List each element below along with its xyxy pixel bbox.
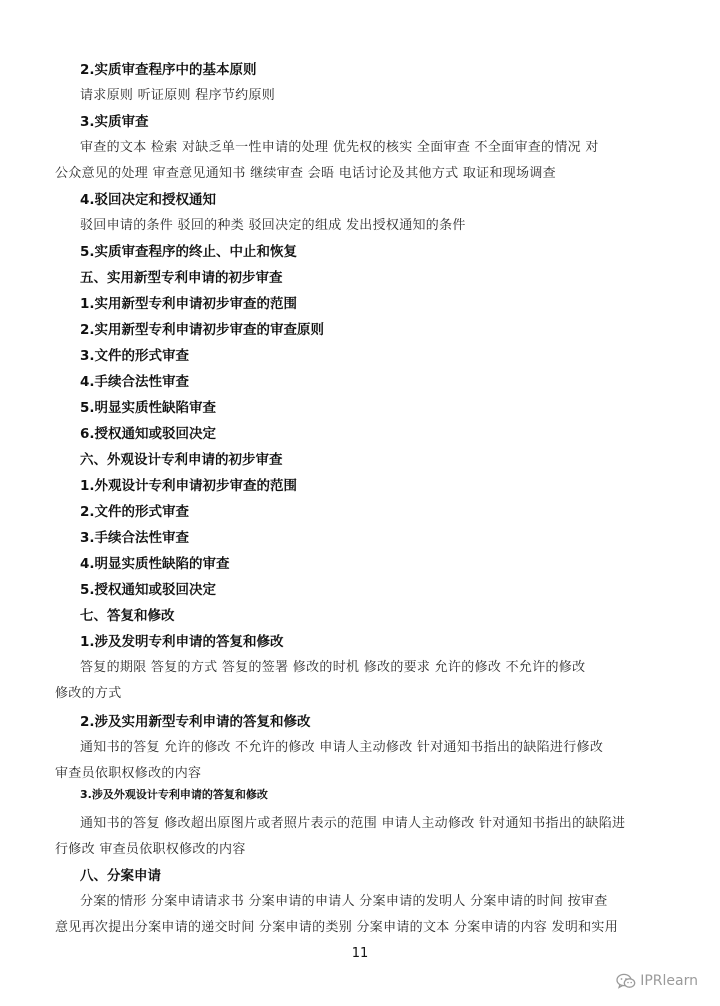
page-number: 11 — [351, 946, 369, 961]
heading: 4.手续合法性审查 — [80, 374, 190, 390]
heading: 1.实用新型专利申请初步审查的范围 — [80, 296, 298, 312]
heading: 2.实质审查程序中的基本原则 — [80, 62, 257, 78]
heading: 1.涉及发明专利申请的答复和修改 — [80, 634, 284, 650]
heading: 5.实质审查程序的终止、中止和恢复 — [80, 244, 298, 260]
heading: 4.驳回决定和授权通知 — [80, 192, 217, 208]
heading: 2.实用新型专利申请初步审查的审查原则 — [80, 322, 325, 338]
text-line: 驳回申请的条件 驳回的种类 驳回决定的组成 发出授权通知的条件 — [80, 218, 466, 233]
heading: 3.涉及外观设计专利申请的答复和修改 — [80, 788, 268, 801]
heading: 3.实质审查 — [80, 114, 149, 130]
heading: 5.授权通知或驳回决定 — [80, 582, 217, 598]
heading: 6.授权通知或驳回决定 — [80, 426, 217, 442]
text-line: 修改的方式 — [55, 686, 122, 701]
heading: 4.明显实质性缺陷的审查 — [80, 556, 230, 572]
text-line: 通知书的答复 允许的修改 不允许的修改 申请人主动修改 针对通知书指出的缺陷进行修改 — [80, 740, 604, 755]
text-line: 请求原则 听证原则 程序节约原则 — [80, 88, 276, 103]
text-line: 审查的文本 检索 对缺乏单一性申请的处理 优先权的核实 全面审查 不全面审查的情况 对 — [80, 140, 599, 155]
text-line: 公众意见的处理 审查意见通知书 继续审查 会晤 电话讨论及其他方式 取证和现场调查 — [55, 166, 556, 181]
text-line: 通知书的答复 修改超出原图片或者照片表示的范围 申请人主动修改 针对通知书指出的缺陷进 — [80, 816, 626, 831]
heading: 1.外观设计专利申请初步审查的范围 — [80, 478, 298, 494]
heading: 六、外观设计专利申请的初步审查 — [80, 452, 283, 468]
watermark-text: IPRlearn — [640, 973, 698, 989]
heading: 3.手续合法性审查 — [80, 530, 190, 546]
text-line: 审查员依职权修改的内容 — [55, 766, 202, 781]
heading: 5.明显实质性缺陷审查 — [80, 400, 217, 416]
heading: 2.文件的形式审查 — [80, 504, 190, 520]
text-line: 行修改 审查员依职权修改的内容 — [55, 842, 246, 857]
wechat-icon — [616, 973, 636, 989]
text-line: 意见再次提出分案申请的递交时间 分案申请的类别 分案申请的文本 分案申请的内容 发明和实用 — [55, 920, 619, 935]
heading: 七、答复和修改 — [80, 608, 175, 624]
heading: 3.文件的形式审查 — [80, 348, 190, 364]
text-line: 答复的期限 答复的方式 答复的签署 修改的时机 修改的要求 允许的修改 不允许的修改 — [80, 660, 586, 675]
text-line: 分案的情形 分案申请请求书 分案申请的申请人 分案申请的发明人 分案申请的时间 按审查 — [80, 894, 608, 909]
heading: 2.涉及实用新型专利申请的答复和修改 — [80, 714, 311, 730]
heading: 八、分案申请 — [80, 868, 161, 884]
watermark — [616, 973, 698, 989]
heading: 五、实用新型专利申请的初步审查 — [80, 270, 283, 286]
